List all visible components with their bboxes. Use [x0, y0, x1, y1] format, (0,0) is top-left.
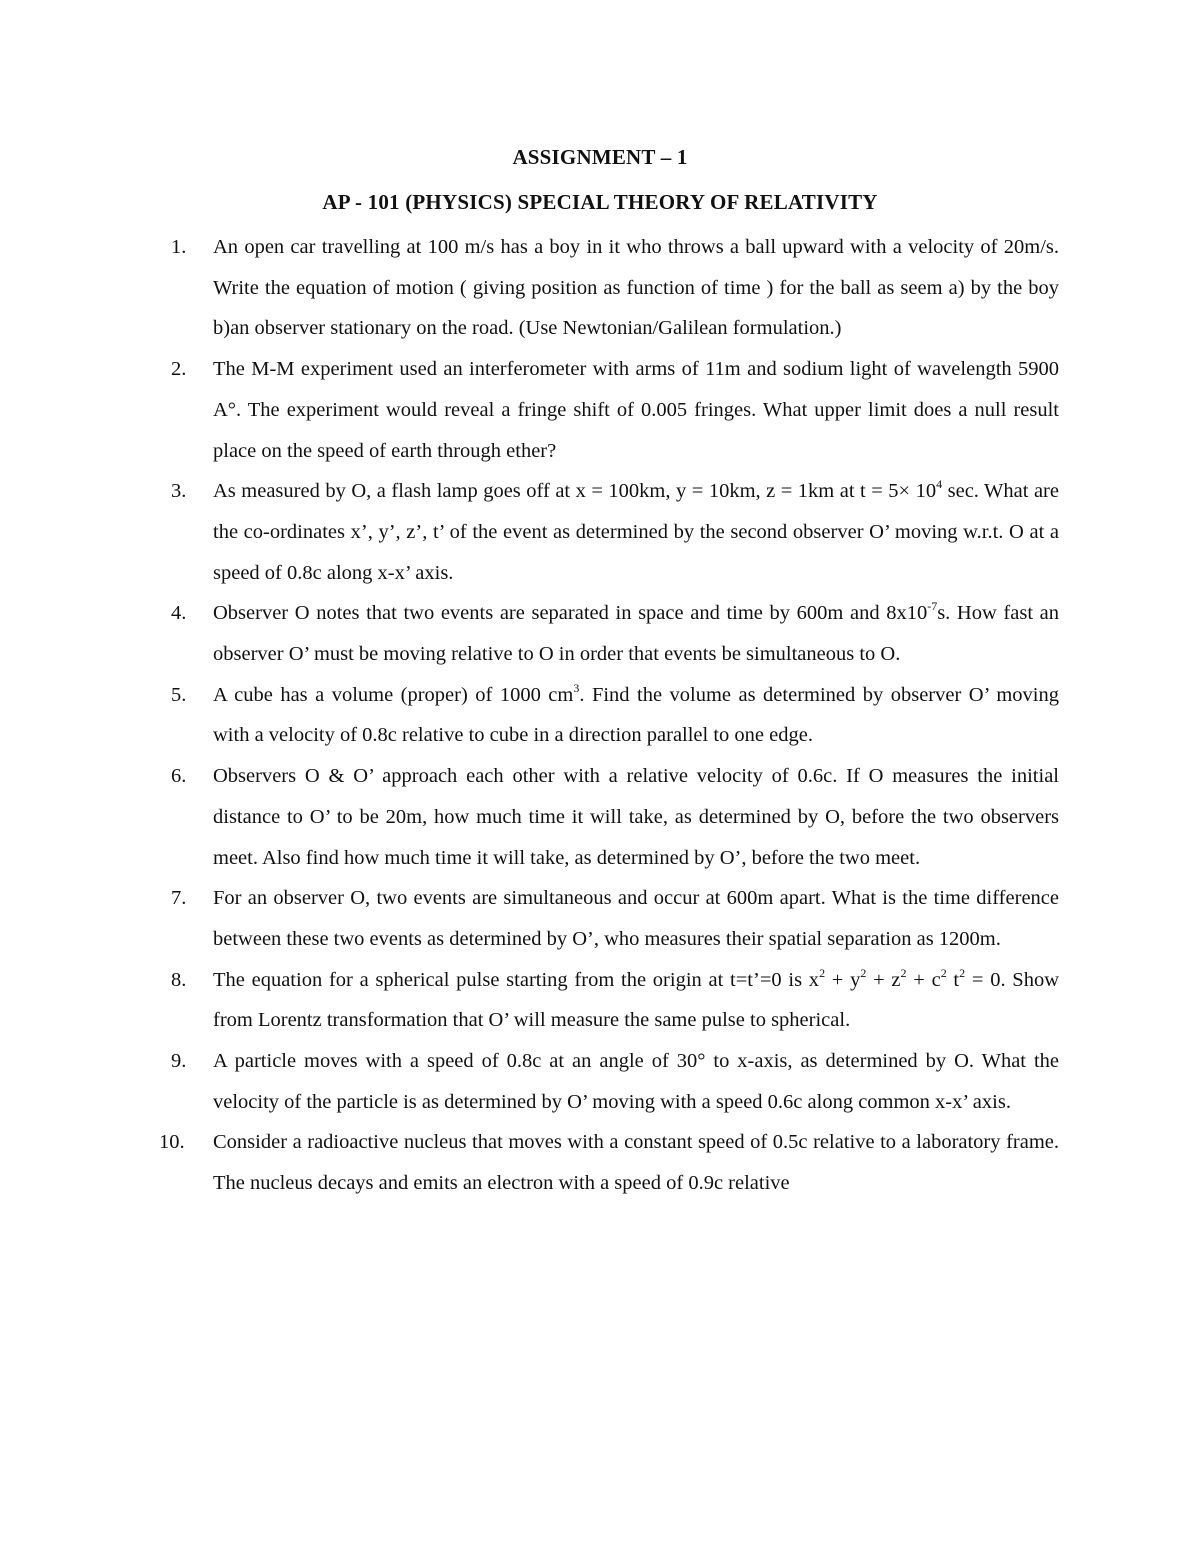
question-number: 8. — [171, 968, 187, 991]
question-list — [159, 227, 1060, 1204]
question-text: An open car travelling at 100 m/s has a boy in it who throws a ball upward with a velocity of 20m/s. Write the equation of motion ( giving position as function of time ) for the ball as seem a) by the boy b)an observer stationary on the road. (Use Newtonian/Galilean formulation.) — [213, 236, 1059, 340]
question-9 — [171, 1041, 1059, 1122]
text-part: The equation for a spherical pulse starting from the origin at t=t’=0 is x — [213, 968, 820, 991]
superscript: 2 — [959, 965, 966, 980]
superscript: 2 — [940, 965, 947, 980]
question-text: The M-M experiment used an interferometer with arms of 11m and sodium light of wavelength 5900 A°. The experiment would reveal a fringe shift of 0.005 fringes. What upper limit does a null result place on the speed of earth through ether? — [213, 358, 1059, 462]
text-part: sec. What are the co-ordinates x’, y’, z’, t’ of the event as determined by the second observer O’ moving w.r.t. O at a speed of 0.8c along x-x’ axis. — [213, 480, 1059, 584]
text-part: + c — [906, 968, 941, 991]
text-part: + y — [825, 968, 861, 991]
question-number: 9. — [171, 1050, 187, 1073]
question-number: 3. — [171, 480, 187, 503]
question-number: 5. — [171, 683, 187, 706]
text-part: t — [946, 968, 960, 991]
question-number: 2. — [171, 358, 187, 381]
question-number: 10. — [159, 1131, 185, 1154]
question-text — [213, 477, 1059, 584]
question-8 — [171, 960, 1059, 1041]
text-part: A cube has a volume (proper) of 1000 cm — [213, 683, 574, 706]
superscript: 2 — [819, 965, 826, 980]
question-text: Consider a radioactive nucleus that moves with a constant speed of 0.5c relative to a laboratory frame. The nucleus decays and emits an electron with a speed of 0.9c relative — [213, 1131, 1059, 1195]
superscript: 4 — [936, 477, 943, 492]
question-text — [213, 680, 1059, 747]
question-number: 6. — [171, 765, 187, 788]
question-text — [213, 965, 1060, 1032]
question-5 — [171, 675, 1059, 756]
text-part: s. How fast an observer O’ must be moving relative to O in order that events be simultaneous to O. — [213, 602, 1059, 666]
text-part: As measured by O, a flash lamp goes off at x = 100km, y = 10km, z = 1km at t = 5× 10 — [213, 480, 937, 503]
superscript: 3 — [573, 680, 580, 695]
question-2 — [171, 349, 1059, 471]
question-text — [213, 599, 1059, 666]
question-4 — [171, 593, 1059, 674]
text-part: Observer O notes that two events are separated in space and time by 600m and 8x10 — [213, 602, 928, 625]
question-6 — [171, 756, 1059, 878]
question-text: Observers O & O’ approach each other with a relative velocity of 0.6c. If O measures the initial distance to O’ to be 20m, how much time it will take, as determined by O, before the two observers meet. Also find how much time it will take, as determined by O’, before the two meet. — [213, 765, 1059, 869]
superscript: -7 — [927, 599, 938, 614]
question-3 — [171, 471, 1059, 593]
text-part: = 0. Show from Lorentz transformation that O’ will measure the same pulse to spherical. — [213, 968, 1060, 1032]
text-part: . Find the volume as determined by observer O’ moving with a velocity of 0.8c relative to cube in a direction parallel to one edge. — [213, 683, 1059, 747]
question-7 — [171, 878, 1059, 959]
question-1 — [171, 227, 1059, 349]
question-number: 4. — [171, 602, 187, 625]
course-subtitle: AP - 101 (PHYSICS) SPECIAL THEORY OF RELATIVITY — [322, 190, 878, 214]
question-10 — [159, 1122, 1059, 1203]
text-part: + z — [866, 968, 901, 991]
question-number: 1. — [171, 236, 187, 258]
superscript: 2 — [900, 965, 907, 980]
assignment-title: ASSIGNMENT – 1 — [512, 145, 688, 169]
question-text: For an observer O, two events are simultaneous and occur at 600m apart. What is the time difference between these two events as determined by O’, who measures their spatial separation as 1200m. — [213, 887, 1059, 950]
question-number: 7. — [171, 887, 187, 910]
superscript: 2 — [860, 965, 867, 980]
question-text: A particle moves with a speed of 0.8c at an angle of 30° to x-axis, as determined by O. What the velocity of the particle is as determined by O’ moving with a speed 0.6c along common x-x’ axis. — [213, 1050, 1059, 1113]
